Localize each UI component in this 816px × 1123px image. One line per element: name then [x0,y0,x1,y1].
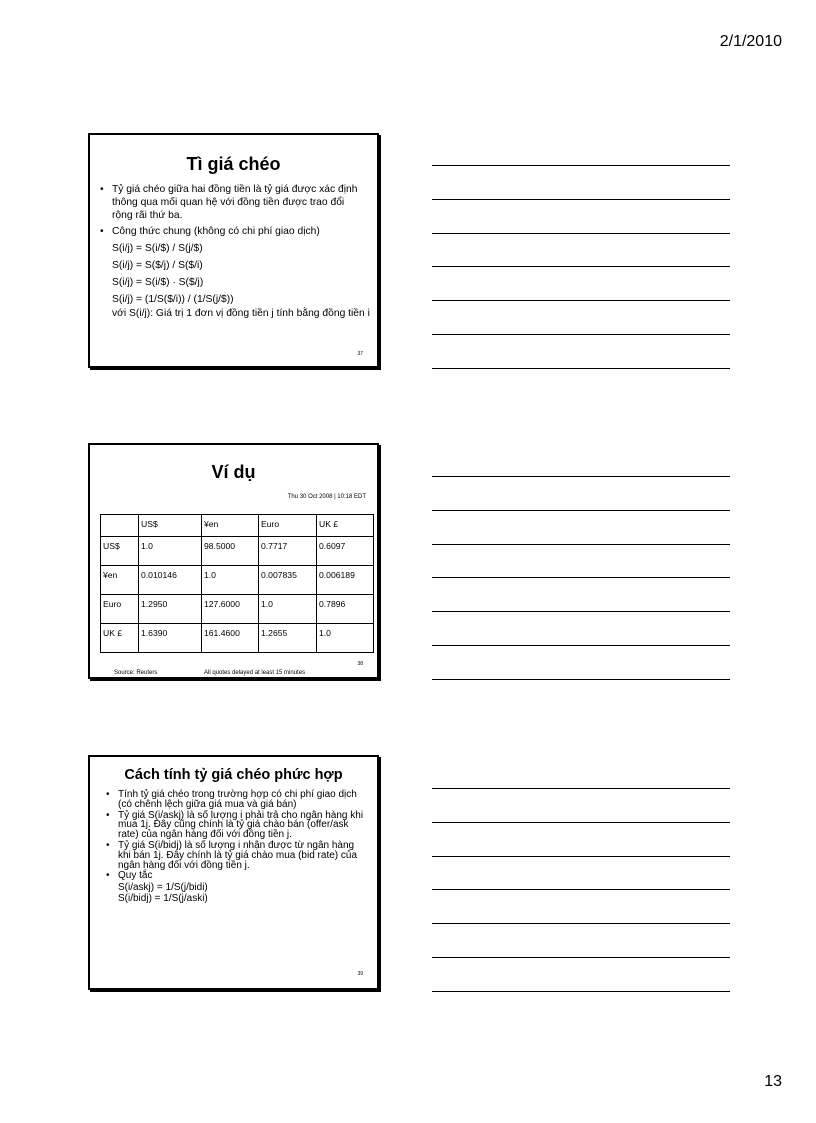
page-date: 2/1/2010 [719,33,782,50]
table-cell: 161.4600 [202,624,259,653]
bullet-item: • Quy tắc [106,871,367,881]
bullet-item: • Tỷ giá S(i/askj) là số lượng i phải trả cho ngân hàng khi mua 1j. Đây cũng chính là tỷ giá chào bán (offer/ask rate) của ngân hàng đối với đồng tiền j. [106,811,367,840]
slide-title: Tì giá chéo [186,154,281,174]
table-row [101,624,374,653]
slide-39 [88,755,379,990]
table-cell: 98.5000 [202,537,259,566]
note-line [432,957,730,958]
note-line [432,577,730,578]
table-header-cell: Euro [259,515,317,537]
note-line [432,266,730,267]
note-line [432,476,730,477]
note-line [432,991,730,992]
table-row [101,566,374,595]
formula-note: với S(i/j): Giá trị 1 đơn vị đồng tiền j tính bằng đồng tiền i [112,308,370,319]
table-cell: 1.2655 [259,624,317,653]
note-line [432,300,730,301]
bullet-item: • Tỷ giá chéo giữa hai đồng tiền là tỷ giá được xác định thông qua mối quan hệ với đồng tiền được trao đổi rộng rãi thứ ba. [100,183,365,222]
table-cell: 0.010146 [139,566,202,595]
table-cell: 0.7896 [317,595,374,624]
table-cell: 1.0 [139,537,202,566]
table-cell: 0.006189 [317,566,374,595]
table-cell: 0.7717 [259,537,317,566]
table-cell: 0.007835 [259,566,317,595]
row-label: ¥en [101,566,139,595]
table-cell: 1.0 [259,595,317,624]
note-line [432,611,730,612]
row-label: UK £ [101,624,139,653]
formula-line: S(i/bidj) = 1/S(j/aski) [118,893,208,905]
bullet-item: • Tính tỷ giá chéo trong trường hợp có chi phí giao dịch (có chênh lệch giữa giá mua và giá bán) [106,790,367,810]
formula-line: S(i/j) = S($/j) / S($/i) [112,260,203,271]
table-header-cell: UK £ [317,515,374,537]
table-cell: 1.0 [317,624,374,653]
note-line [432,679,730,680]
table-header-cell: US$ [139,515,202,537]
table-row [101,595,374,624]
table-cell: 1.2950 [139,595,202,624]
bullet-list [90,790,377,881]
quote-timestamp: Thu 30 Oct 2008 | 10:18 EDT [287,494,366,500]
note-line [432,334,730,335]
note-line [432,544,730,545]
slide-37 [88,133,379,368]
page-number: 13 [764,1073,782,1090]
note-line [432,510,730,511]
table-cell: 0.6097 [317,537,374,566]
slide-title: Ví dụ [211,462,256,482]
note-line [432,645,730,646]
note-line [432,923,730,924]
formula-line: S(i/askj) = 1/S(j/bidi) [118,882,208,894]
table-header-cell: ¥en [202,515,259,537]
note-line [432,165,730,166]
table-row [101,537,374,566]
table-cell: 1.6390 [139,624,202,653]
source-note: Source: Reuters [114,670,158,676]
table-cell: 127.6000 [202,595,259,624]
slide-title: Cách tính tỷ giá chéo phức hợp [124,767,343,783]
slide-number: 39 [357,971,363,977]
bullet-item: • Công thức chung (không có chi phí giao dịch) [100,225,365,238]
bullet-list [90,183,377,238]
row-label: US$ [101,537,139,566]
note-line [432,368,730,369]
table-header-row [101,515,374,537]
delay-note: All quotes delayed at least 15 minutes [204,670,306,676]
bullet-item: • Tỷ giá S(i/bidj) là số lượng i nhận được từ ngân hàng khi bán 1j. Đây chính là tỷ giá chào mua (bid rate) của ngân hàng đối với đồng tiền j. [106,841,367,870]
slide-number: 37 [357,351,363,357]
formula-line: S(i/j) = (1/S($/i)) / (1/S(j/$)) [112,294,234,305]
exchange-rate-table [100,514,374,653]
formula-line: S(i/j) = S(i/$) · S($/j) [112,277,204,288]
note-line [432,889,730,890]
note-line [432,788,730,789]
formula-line: S(i/j) = S(i/$) / S(j/$) [112,243,203,254]
slide-number: 38 [357,661,363,667]
note-line [432,199,730,200]
table-header-cell [101,515,139,537]
note-line [432,856,730,857]
row-label: Euro [101,595,139,624]
note-line [432,822,730,823]
table-cell: 1.0 [202,566,259,595]
slide-38 [88,443,379,679]
note-line [432,233,730,234]
